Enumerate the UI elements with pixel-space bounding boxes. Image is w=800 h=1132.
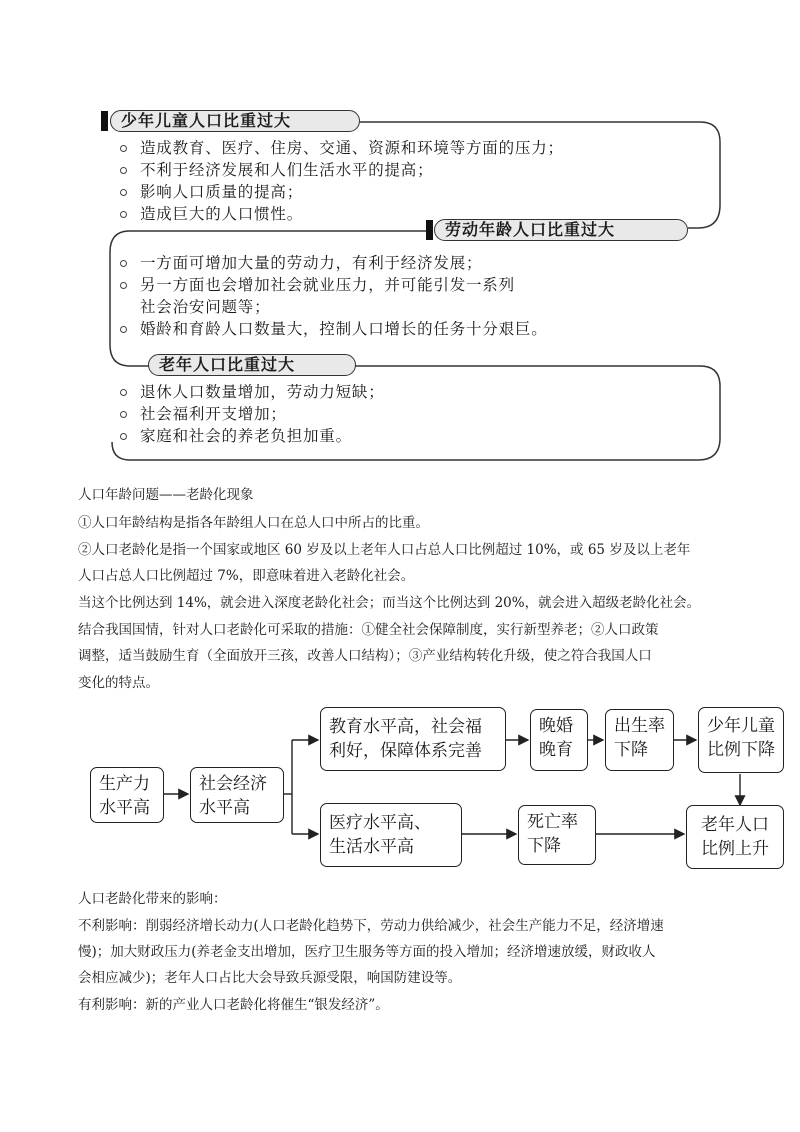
list-item-text: 社会治安问题等； — [140, 298, 271, 316]
productivity-box — [90, 767, 164, 823]
bullet-icon — [120, 189, 127, 196]
list-item — [118, 296, 548, 318]
list-item-text: 造成巨大的人口惯性。 — [140, 205, 304, 223]
population-structure-diagram — [0, 0, 800, 470]
box-line: 比例下降 — [707, 740, 775, 760]
medical-living-box — [320, 803, 462, 867]
list-item-text: 家庭和社会的养老负担加重。 — [140, 427, 352, 445]
late-marriage-box — [530, 709, 588, 771]
list-item — [118, 318, 548, 340]
elderly-consequences-list — [118, 381, 385, 447]
measures-line-2: 调整，适当鼓励生育（全面放开三孩，改善人口结构）；③产业结构转化升级，使之符合我国人口 — [78, 648, 652, 664]
birth-rate-box — [605, 709, 674, 771]
positive-impact: 有利影响：新的产业人口老龄化将催生“银发经济”。 — [78, 997, 389, 1013]
education-welfare-box — [320, 707, 506, 771]
youth-ratio-box — [698, 707, 784, 773]
negative-impact-line-3: 会相应减少)；老年人口占比大会导致兵源受限，响国防建设等。 — [78, 970, 462, 986]
list-item-text: 造成教育、医疗、住房、交通、资源和环境等方面的压力； — [140, 139, 564, 157]
list-item — [118, 381, 385, 403]
box-line: 医疗水平高、 — [329, 813, 431, 833]
bullet-icon — [120, 145, 127, 152]
list-item-text: 另一方面也会增加社会就业压力，并可能引发一系列 — [140, 276, 515, 294]
aging-cause-flowchart — [0, 695, 800, 885]
definition-aging-line-2: 人口占总人口比例超过 7%，即意味着进入老龄化社会。 — [78, 568, 415, 584]
list-item-text: 社会福利开支增加； — [140, 405, 287, 423]
list-item — [118, 137, 564, 159]
box-line: 下降 — [614, 740, 648, 760]
list-item — [118, 403, 385, 425]
box-line: 生活水平高 — [329, 837, 414, 857]
socioeconomic-box — [190, 767, 284, 823]
bullet-icon — [120, 433, 127, 440]
list-item-text: 一方面可增加大量的劳动力，有利于经济发展； — [140, 254, 483, 272]
list-item-text: 婚龄和育龄人口数量大，控制人口增长的任务十分艰巨。 — [140, 320, 548, 338]
box-line: 生产力 — [99, 774, 150, 794]
elderly-header: 老年人口比重过大 — [148, 354, 356, 376]
definition-aging-line-1: ②人口老龄化是指一个国家或地区 60 岁及以上老年人口占总人口比例超过 10%，或 65 岁及以上老年 — [78, 542, 691, 558]
definition-age-structure: ①人口年龄结构是指各年龄组人口在总人口中所占的比重。 — [78, 515, 429, 531]
bullet-icon — [120, 411, 127, 418]
bullet-icon — [120, 260, 127, 267]
box-line: 老年人口 — [701, 815, 769, 835]
working-age-header: 劳动年龄人口比重过大 — [434, 219, 688, 241]
section-title: 人口年龄问题——老龄化现象 — [78, 487, 254, 503]
box-line: 晚婚 — [539, 716, 573, 736]
negative-impact-line-1: 不利影响：削弱经济增长动力(人口老龄化趋势下，劳动力供给减少，社会生产能力不足，经济增速 — [78, 918, 664, 934]
measures-line-1: 结合我国国情，针对人口老龄化可采取的措施：①健全社会保障制度，实行新型养老；②人口政策 — [78, 622, 659, 638]
aging-levels: 当这个比例达到 14%，就会进入深度老龄化社会；而当这个比例达到 20%，就会进入超级老龄化社会。 — [78, 595, 701, 611]
box-line: 比例上升 — [701, 839, 769, 859]
box-line: 少年儿童 — [707, 716, 775, 736]
list-item-text: 不利于经济发展和人们生活水平的提高； — [140, 161, 434, 179]
list-item — [118, 252, 548, 274]
bullet-icon — [120, 211, 127, 218]
list-item-text: 影响人口质量的提高； — [140, 183, 304, 201]
bullet-icon — [120, 282, 127, 289]
bullet-icon — [120, 167, 127, 174]
negative-impact-line-2: 慢)；加大财政压力(养老金支出增加，医疗卫生服务等方面的投入增加；经济增速放缓，财政收人 — [78, 944, 656, 960]
working-age-consequences-list — [118, 252, 548, 340]
youth-header: 少年儿童人口比重过大 — [110, 110, 360, 132]
impact-title: 人口老龄化带来的影响： — [78, 891, 227, 907]
box-line: 教育水平高，社会福 — [329, 717, 482, 737]
box-line: 下降 — [527, 836, 561, 856]
bullet-icon — [120, 389, 127, 396]
measures-line-3: 变化的特点。 — [78, 675, 159, 691]
death-rate-box — [518, 805, 596, 865]
box-line: 出生率 — [614, 716, 665, 736]
elderly-ratio-box — [686, 805, 784, 869]
box-line: 晚育 — [539, 740, 573, 760]
list-item — [118, 274, 548, 296]
header-marker — [426, 220, 433, 240]
box-line: 水平高 — [199, 798, 250, 818]
list-item-text: 退休人口数量增加，劳动力短缺； — [140, 383, 385, 401]
box-line: 利好，保障体系完善 — [329, 741, 482, 761]
box-line: 水平高 — [99, 798, 150, 818]
box-line: 社会经济 — [199, 774, 267, 794]
list-item — [118, 425, 385, 447]
youth-consequences-list — [118, 137, 564, 225]
bullet-icon — [120, 326, 127, 333]
list-item — [118, 159, 564, 181]
box-line: 死亡率 — [527, 812, 578, 832]
header-marker — [101, 111, 108, 131]
list-item — [118, 181, 564, 203]
